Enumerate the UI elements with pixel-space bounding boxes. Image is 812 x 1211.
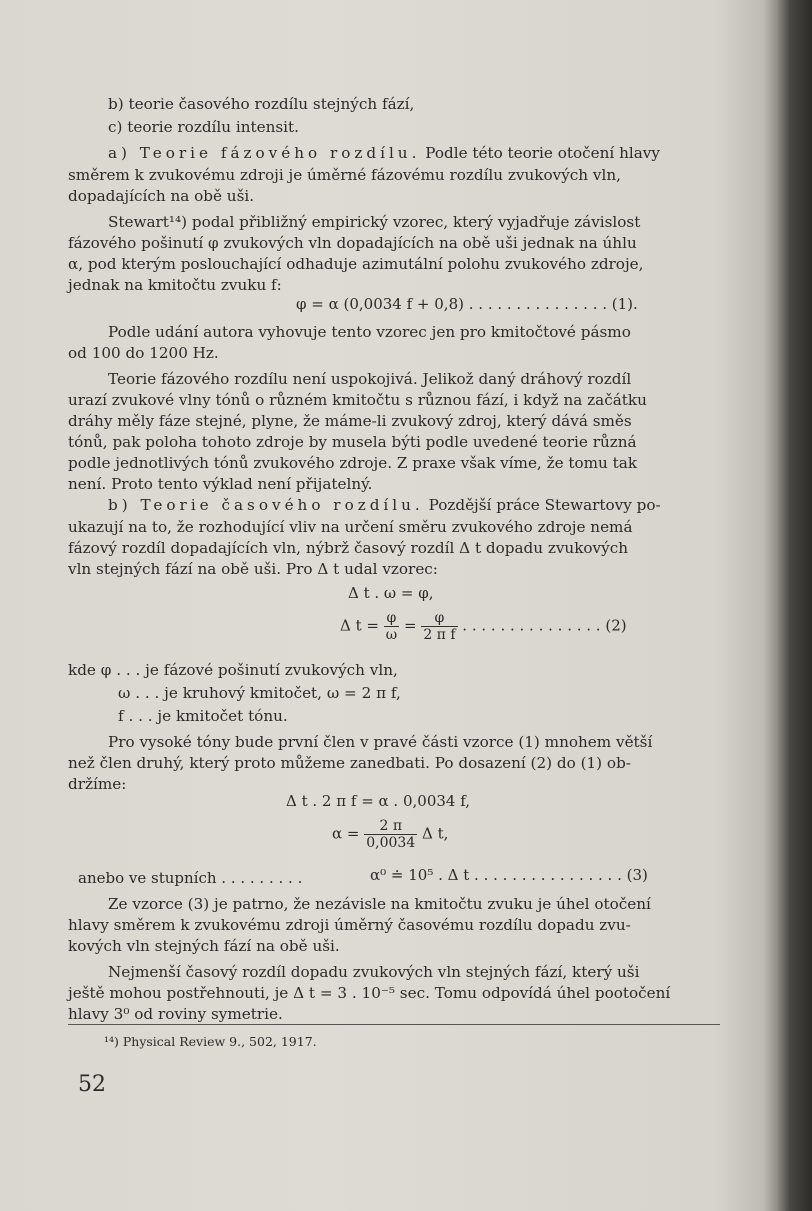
fraction: $\frac{\varphi}{\text{2 π f}}$ xyxy=(423,610,456,643)
equation-omega: Δ t . ω = φ, xyxy=(348,584,434,602)
equation-substitution: Δ t . 2 π f = α . 0,0034 f, xyxy=(286,792,470,810)
page-number: 52 xyxy=(78,1072,106,1097)
paragraph-line: dopadajících na obě uši. xyxy=(68,187,255,205)
book-spine-shadow xyxy=(778,0,812,1211)
paragraph-line: ještě mohou postřehnouti, je Δ t = 3 . 10⁻⁵ sec. Tomu odpovídá úhel pootočení xyxy=(68,984,671,1002)
paragraph-line: Ze vzorce (3) je patrno, že nezávisle na kmitočtu zvuku je úhel otočení xyxy=(108,895,651,913)
paragraph-line: držíme: xyxy=(68,775,127,793)
equation-alpha: α = $\frac{2 \pi}{0,0034}$ Δ t, xyxy=(332,818,449,851)
paragraph-line: než člen druhý, který proto můžeme zanedbati. Po dosazení (2) do (1) ob- xyxy=(68,754,631,772)
paragraph-line: kových vln stejných fází na obě uši. xyxy=(68,937,340,955)
section-title-b: b) Teorie časového rozdílu. xyxy=(108,496,424,514)
list-item-c: c) teorie rozdílu intensit. xyxy=(108,118,299,136)
paragraph-line: dráhy měly fáze stejné, plyne, že máme-li zvukový zdroj, který dává směs xyxy=(68,412,632,430)
paragraph-line: hlavy 3⁰ od roviny symetrie. xyxy=(68,1005,283,1023)
footnote: ¹⁴) Physical Review 9., 502, 1917. xyxy=(104,1034,317,1049)
definition-line: f . . . je kmitočet tónu. xyxy=(118,707,288,725)
paragraph-line: tónů, pak poloha tohoto zdroje by musela býti podle uvedené teorie různá xyxy=(68,433,637,451)
paragraph-line: hlavy směrem k zvukovému zdroji úměrný časovému rozdílu dopadu zvu- xyxy=(68,916,631,934)
list-item-b: b) teorie časového rozdílu stejných fází, xyxy=(108,95,415,113)
paragraph-line: od 100 do 1200 Hz. xyxy=(68,344,219,362)
equation-3-label: anebo ve stupních . . . . . . . . . xyxy=(78,869,303,887)
fraction: $\frac{\varphi}{\omega}$ xyxy=(385,610,398,643)
equation-1: φ = α (0,0034 f + 0,8) . . . . . . . . . . . . . . . (1). xyxy=(296,295,638,313)
paragraph-line: Nejmenší časový rozdíl dopadu zvukových vln stejných fází, který uši xyxy=(108,963,640,981)
section-title-a: a) Teorie fázového rozdílu. xyxy=(108,144,421,162)
equation-3: α⁰ ≐ 10⁵ . Δ t . . . . . . . . . . . . . . . . (3) xyxy=(370,866,648,884)
paragraph-line: fázový rozdíl dopadajících vln, nýbrž časový rozdíl Δ t dopadu zvukových xyxy=(68,539,629,557)
fraction: $\frac{2 \pi}{0,0034}$ xyxy=(366,818,416,851)
paragraph-line: směrem k zvukovému zdroji je úměrné fázovému rozdílu zvukových vln, xyxy=(68,166,621,184)
paragraph-line: ukazují na to, že rozhodující vliv na určení směru zvukového zdroje nemá xyxy=(68,518,633,536)
paragraph-line: není. Proto tento výklad není přijatelný. xyxy=(68,475,373,493)
definition-line: kde φ . . . je fázové pošinutí zvukových vln, xyxy=(68,661,398,679)
definition-line: ω . . . je kruhový kmitočet, ω = 2 π f, xyxy=(118,684,401,702)
footnote-rule xyxy=(68,1024,720,1025)
paragraph-line: vln stejných fází na obě uši. Pro Δ t udal vzorec: xyxy=(68,560,438,578)
section-heading-b: b) Teorie časového rozdílu. Pozdější práce Stewartovy po- xyxy=(108,496,661,514)
paragraph-line: urazí zvukové vlny tónů o různém kmitočtu s různou fází, i když na začátku xyxy=(68,391,647,409)
paragraph-line: fázového pošinutí φ zvukových vln dopadajících na obě uši jednak na úhlu xyxy=(68,234,637,252)
paragraph-line: jednak na kmitočtu zvuku f: xyxy=(68,276,282,294)
paragraph-line: Teorie fázového rozdílu není uspokojivá. Jelikož daný dráhový rozdíl xyxy=(108,370,632,388)
paragraph-line: α, pod kterým poslouchající odhaduje azimutální polohu zvukového zdroje, xyxy=(68,255,644,273)
equation-2: Δ t = $\frac{\varphi}{\omega}$ = $\frac{\varphi}{\text{2 π f}}$ . . . . . . . . . . . . . . . (2) xyxy=(340,610,627,643)
paragraph-line: Stewart¹⁴) podal přibližný empirický vzorec, který vyjadřuje závislost xyxy=(108,213,641,231)
paragraph-line: podle jednotlivých tónů zvukového zdroje. Z praxe však víme, že tomu tak xyxy=(68,454,638,472)
paragraph-line: Pro vysoké tóny bude první člen v pravé části vzorce (1) mnohem větší xyxy=(108,733,653,751)
section-heading-a: a) Teorie fázového rozdílu. Podle této teorie otočení hlavy xyxy=(108,144,660,162)
paragraph-line: Podle udání autora vyhovuje tento vzorec jen pro kmitočtové pásmo xyxy=(108,323,631,341)
